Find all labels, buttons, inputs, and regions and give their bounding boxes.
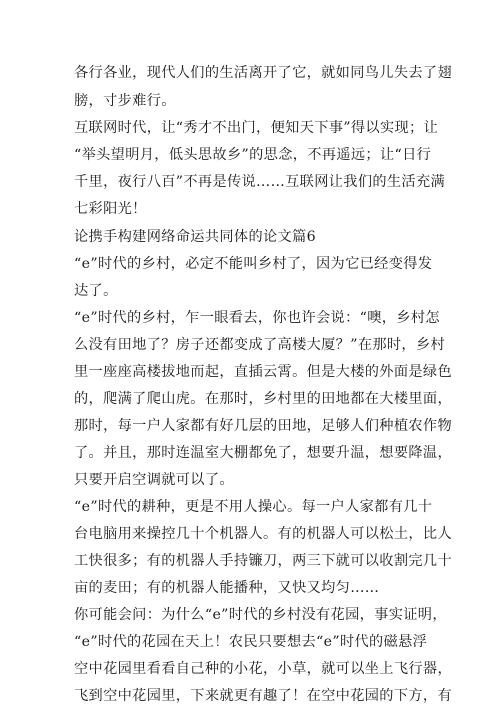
text-line: 里一座座高楼拔地而起，直插云霄。但是大楼的外面是绿色: [74, 364, 452, 380]
text-line: 你可能会问：为什么“e”时代的乡村没有花园，事实证明，: [74, 607, 447, 623]
text-line: “e”时代的乡村，乍一眼看去，你也许会说：“噢，乡村怎: [74, 310, 440, 326]
text-line: “举头望明月，低头思故乡”的思念，不再遥远；让“日行: [74, 147, 432, 163]
section-heading: 论携手构建网络命运共同体的论文篇6: [74, 229, 316, 245]
text-line: “e”时代的耕种，更是不用人操心。每一户人家都有几十: [74, 499, 433, 515]
text-line: 膀，寸步难行。: [74, 93, 176, 109]
text-line: 各行各业，现代人们的生活离开了它，就如同鸟儿失去了翅: [74, 65, 452, 81]
text-line: 亩的麦田；有的机器人能播种，又快又均匀……: [74, 580, 380, 596]
text-line: 那时，每一户人家都有好几层的田地，足够人们种植农作物: [74, 418, 452, 434]
text-line: “e”时代的花园在天上！农民只要想去“e”时代的磁悬浮: [74, 634, 428, 650]
text-line: 了。并且，那时连温室大棚都免了，想要升温，想要降温，: [74, 445, 452, 461]
text-line: 飞到空中花园里，下来就更有趣了！在空中花园的下方，有: [74, 688, 452, 704]
text-line: 七彩阳光！: [74, 201, 147, 217]
text-line: 千里，夜行八百”不再是传说……互联网让我们的生活充满: [74, 174, 446, 190]
text-line: 台电脑用来操控几十个机器人。有的机器人可以松土，比人: [74, 526, 452, 542]
text-line: “e”时代的乡村，必定不能叫乡村了，因为它已经变得发: [74, 256, 433, 272]
text-line: 空中花园里看看自己种的小花，小草，就可以坐上飞行器，: [74, 661, 452, 677]
text-line: 互联网时代，让“秀才不出门，便知天下事”得以实现；让: [74, 120, 439, 136]
text-line: 么没有田地了？房子还都变成了高楼大厦？”在那时，乡村: [74, 337, 446, 353]
text-line: 工快很多；有的机器人手持镰刀，两三下就可以收割完几十: [74, 553, 452, 569]
text-line: 只要开启空调就可以了。: [74, 472, 234, 488]
text-line: 达了。: [74, 283, 118, 299]
text-line: 的，爬满了爬山虎。在那时，乡村里的田地都在大楼里面，: [74, 391, 452, 407]
